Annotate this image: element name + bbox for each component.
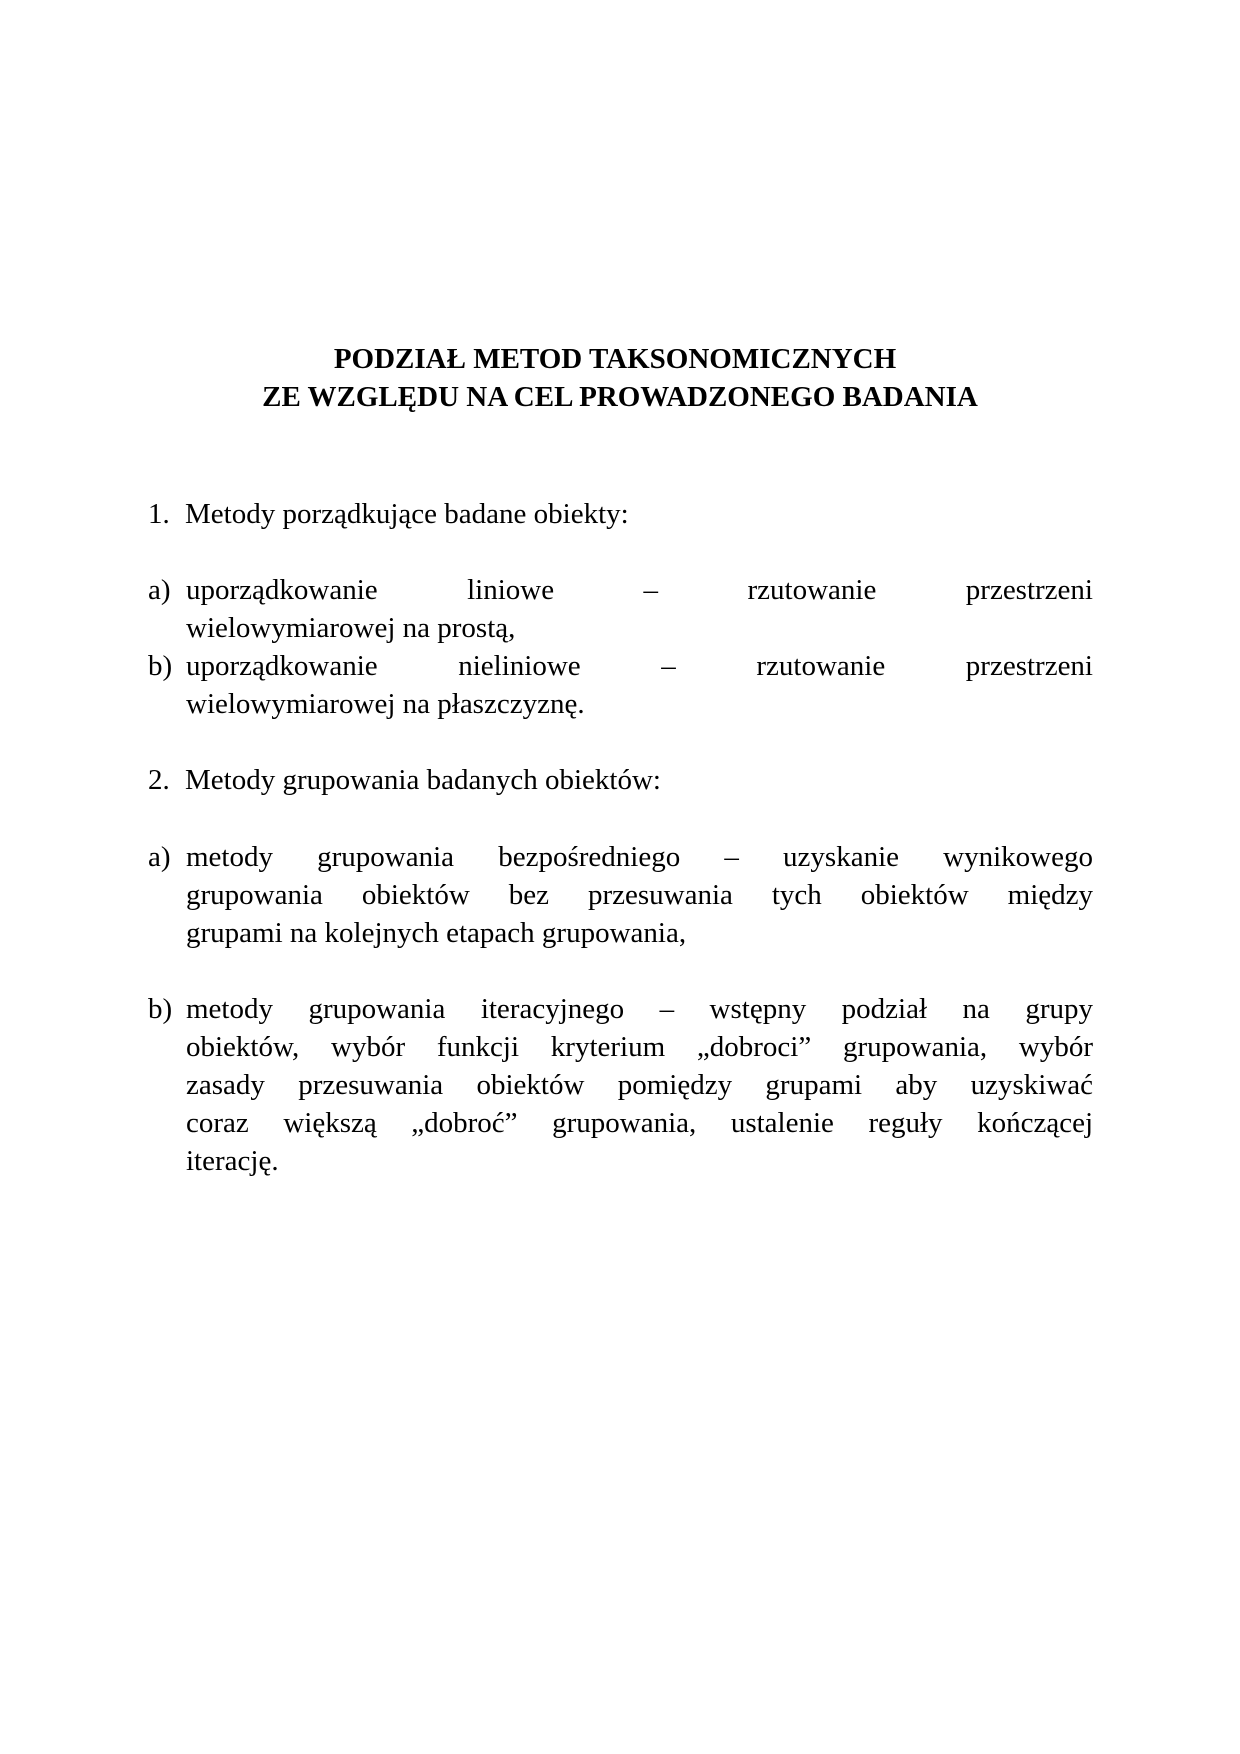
item-line: wielowymiarowej na płaszczyznę. <box>186 688 585 720</box>
item-line: grupami na kolejnych etapach grupowania, <box>186 917 687 949</box>
section-1-number: 1. <box>148 498 170 530</box>
item-line: metody grupowania bezpośredniego – uzyskanie wynikowego <box>186 841 1093 873</box>
item-line: obiektów, wybór funkcji kryterium „dobroci” grupowania, wybór <box>186 1031 1093 1063</box>
section-1-item-b <box>148 647 1093 723</box>
item-line: iterację. <box>186 1145 279 1177</box>
item-line: coraz większą „dobroć” grupowania, ustalenie reguły kończącej <box>186 1107 1093 1139</box>
section-1-item-a <box>148 571 1093 647</box>
section-2-heading-text: Metody grupowania badanych obiektów: <box>185 764 661 796</box>
item-line: wielowymiarowej na prostą, <box>186 612 516 644</box>
item-text <box>186 990 1093 1180</box>
item-marker: a) <box>148 841 171 873</box>
item-text <box>186 838 1093 952</box>
section-2-item-b <box>148 990 1093 1180</box>
section-1-heading-text: Metody porządkujące badane obiekty: <box>185 498 629 530</box>
section-2-number: 2. <box>148 764 170 796</box>
item-line: uporządkowanie liniowe – rzutowanie przestrzeni <box>186 574 1093 606</box>
item-line: uporządkowanie nieliniowe – rzutowanie przestrzeni <box>186 650 1093 682</box>
item-line: grupowania obiektów bez przesuwania tych obiektów między <box>186 879 1093 911</box>
item-text <box>186 647 1093 723</box>
document-title-line-2: ZE WZGLĘDU NA CEL PROWADZONEGO BADANIA <box>262 381 978 413</box>
item-marker: b) <box>148 993 173 1025</box>
item-line: metody grupowania iteracyjnego – wstępny podział na grupy <box>186 993 1093 1025</box>
section-2-item-a <box>148 838 1093 952</box>
section-2-heading <box>148 761 1093 799</box>
item-marker: b) <box>148 650 173 682</box>
item-text <box>186 571 1093 647</box>
section-1-heading <box>148 495 1093 533</box>
document-title-line-1: PODZIAŁ METOD TAKSONOMICZNYCH <box>333 343 897 375</box>
item-marker: a) <box>148 574 171 606</box>
item-line: zasady przesuwania obiektów pomiędzy grupami aby uzyskiwać <box>186 1069 1093 1101</box>
